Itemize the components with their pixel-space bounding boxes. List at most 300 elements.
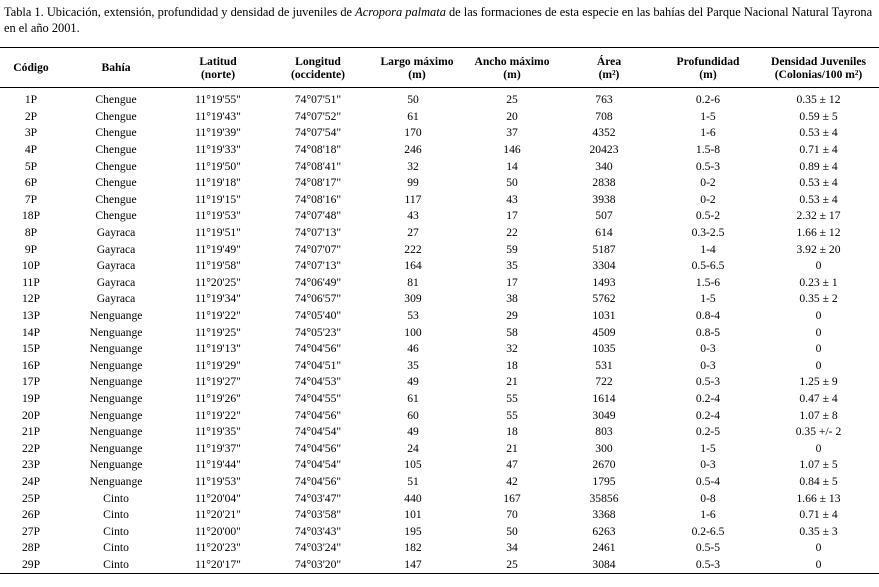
- cell-latitud: 11°19'34": [195, 292, 241, 306]
- cell-profundidad: 0-3: [700, 342, 716, 356]
- cell-bahia: Chengue: [95, 93, 137, 107]
- header-longitud: [266, 48, 370, 88]
- cell-ancho: 21: [506, 441, 518, 455]
- header-line-2: (m): [408, 67, 426, 81]
- table-row: [0, 109, 879, 126]
- caption-text-start: Tabla 1. Ubicación, extensión, profundidad y densidad de juveniles de: [4, 5, 356, 19]
- cell-profundidad: 0.5-3: [695, 557, 721, 571]
- table-row: [0, 258, 879, 275]
- cell-latitud: 11°19'13": [195, 342, 241, 356]
- cell-profundidad: 0-8: [700, 491, 716, 505]
- cell-codigo: 20P: [21, 408, 41, 422]
- cell-largo: 164: [404, 259, 422, 273]
- table-row: [0, 225, 879, 242]
- cell-largo: 60: [407, 408, 419, 422]
- cell-profundidad: 1.5-6: [695, 275, 721, 289]
- cell-bahia: Chengue: [95, 159, 137, 173]
- cell-latitud: 11°20'21": [195, 508, 241, 522]
- table-row: [0, 291, 879, 308]
- cell-longitud: 74°04'56": [294, 408, 342, 422]
- cell-longitud: 74°03'20": [294, 557, 342, 571]
- cell-ancho: 59: [506, 242, 518, 256]
- cell-densidad: 0: [815, 325, 822, 339]
- table-row: [0, 490, 879, 507]
- cell-area: 2461: [592, 541, 616, 555]
- table-row: [0, 241, 879, 258]
- cell-bahia: Nenguange: [89, 391, 143, 405]
- header-line-2: (m): [503, 67, 521, 81]
- cell-bahia: Nenguange: [89, 309, 143, 323]
- table-row: [0, 341, 879, 358]
- cell-profundidad: 0-3: [700, 458, 716, 472]
- cell-bahia: Nenguange: [89, 375, 143, 389]
- cell-densidad: 0: [815, 541, 822, 555]
- cell-densidad: 0: [815, 342, 822, 356]
- cell-codigo: 3P: [24, 126, 38, 140]
- cell-largo: 101: [404, 508, 422, 522]
- table-row: [0, 158, 879, 175]
- cell-ancho: 32: [506, 342, 518, 356]
- cell-profundidad: 1-5: [700, 109, 716, 123]
- cell-ancho: 70: [506, 508, 518, 522]
- cell-largo: 49: [407, 425, 419, 439]
- cell-bahia: Nenguange: [89, 358, 143, 372]
- cell-latitud: 11°19'53": [195, 474, 241, 488]
- table-row: [0, 557, 879, 574]
- cell-longitud: 74°03'58": [294, 508, 342, 522]
- cell-densidad: 0.59 ± 5: [799, 109, 838, 123]
- cell-latitud: 11°19'22": [195, 309, 241, 323]
- cell-area: 1035: [592, 342, 616, 356]
- cell-codigo: 13P: [21, 309, 41, 323]
- header-line-1: Largo máximo: [380, 54, 454, 68]
- cell-area: 763: [595, 93, 613, 107]
- header-line-2: (m²): [598, 67, 620, 81]
- cell-latitud: 11°19'55": [195, 93, 241, 107]
- cell-area: 803: [595, 425, 613, 439]
- cell-area: 1795: [592, 474, 616, 488]
- cell-largo: 50: [407, 93, 419, 107]
- cell-area: 20423: [589, 143, 619, 157]
- cell-area: 5187: [592, 242, 616, 256]
- cell-profundidad: 1-6: [700, 508, 716, 522]
- cell-latitud: 11°19'43": [195, 109, 241, 123]
- cell-largo: 99: [407, 176, 419, 190]
- cell-latitud: 11°19'53": [195, 209, 241, 223]
- cell-codigo: 10P: [21, 259, 41, 273]
- header-line-2: (m): [699, 67, 717, 81]
- cell-largo: 147: [404, 557, 422, 571]
- cell-profundidad: 1-6: [700, 126, 716, 140]
- cell-longitud: 74°08'16": [294, 192, 342, 206]
- cell-area: 3938: [592, 192, 616, 206]
- cell-ancho: 17: [506, 275, 518, 289]
- header-line-1: Ancho máximo: [474, 54, 550, 68]
- cell-ancho: 167: [503, 491, 521, 505]
- cell-largo: 117: [404, 192, 422, 206]
- cell-codigo: 15P: [21, 342, 41, 356]
- cell-codigo: 5P: [24, 159, 38, 173]
- cell-densidad: 0: [815, 557, 822, 571]
- cell-bahia: Chengue: [95, 192, 137, 206]
- cell-ancho: 55: [506, 391, 518, 405]
- cell-longitud: 74°03'43": [294, 524, 342, 538]
- cell-codigo: 7P: [24, 192, 38, 206]
- cell-codigo: 27P: [21, 524, 41, 538]
- cell-largo: 53: [407, 309, 419, 323]
- header-largo-maximo: [370, 48, 464, 88]
- cell-area: 2838: [592, 176, 616, 190]
- cell-ancho: 50: [506, 524, 518, 538]
- cell-area: 3368: [592, 508, 616, 522]
- cell-profundidad: 0-2: [700, 176, 716, 190]
- cell-profundidad: 0.2-6: [695, 93, 721, 107]
- cell-bahia: Cinto: [103, 524, 129, 538]
- cell-longitud: 74°04'54": [294, 458, 342, 472]
- cell-ancho: 17: [506, 209, 518, 223]
- cell-codigo: 19P: [21, 391, 41, 405]
- cell-codigo: 22P: [21, 441, 41, 455]
- table-row: [0, 88, 879, 109]
- cell-largo: 246: [404, 143, 422, 157]
- header-line-2: (Colonias/100 m²): [774, 67, 863, 81]
- cell-largo: 32: [407, 159, 419, 173]
- cell-longitud: 74°08'18": [294, 143, 342, 157]
- table-row: [0, 175, 879, 192]
- cell-area: 5762: [592, 292, 616, 306]
- cell-largo: 195: [404, 524, 422, 538]
- header-area: [560, 48, 658, 88]
- table-row: [0, 457, 879, 474]
- cell-densidad: 0.35 ± 12: [796, 93, 841, 107]
- cell-profundidad: 0-2: [700, 192, 716, 206]
- table-row: [0, 308, 879, 325]
- cell-profundidad: 0.5-6.5: [691, 259, 725, 273]
- table-row: [0, 440, 879, 457]
- cell-profundidad: 0-3: [700, 358, 716, 372]
- cell-ancho: 43: [506, 192, 518, 206]
- cell-densidad: 0.53 ± 4: [799, 192, 838, 206]
- cell-densidad: 0.53 ± 4: [799, 176, 838, 190]
- cell-codigo: 14P: [21, 325, 41, 339]
- cell-densidad: 0: [815, 309, 822, 323]
- cell-ancho: 47: [506, 458, 518, 472]
- cell-profundidad: 1.5-8: [695, 143, 721, 157]
- cell-latitud: 11°19'39": [195, 126, 241, 140]
- cell-ancho: 50: [506, 176, 518, 190]
- cell-codigo: 29P: [21, 557, 41, 571]
- cell-codigo: 18P: [21, 209, 41, 223]
- cell-densidad: 0: [815, 441, 822, 455]
- cell-area: 1493: [592, 275, 616, 289]
- cell-bahia: Nenguange: [89, 325, 143, 339]
- cell-densidad: 0: [815, 358, 822, 372]
- cell-area: 340: [595, 159, 613, 173]
- cell-codigo: 17P: [21, 375, 41, 389]
- cell-bahia: Chengue: [95, 209, 137, 223]
- cell-densidad: 3.92 ± 20: [796, 242, 841, 256]
- table-row: [0, 358, 879, 375]
- data-table: [0, 47, 879, 574]
- table-row: [0, 474, 879, 491]
- table-row: [0, 275, 879, 292]
- cell-bahia: Chengue: [95, 126, 137, 140]
- header-line-2: (norte): [200, 67, 236, 81]
- cell-largo: 35: [407, 358, 419, 372]
- header-row: [0, 48, 879, 88]
- caption-text-end: de las formaciones de esta especie en las bahías del Parque Nacional Natural Tayrona en el año 2001.: [4, 5, 873, 35]
- cell-longitud: 74°07'13": [294, 226, 342, 240]
- cell-longitud: 74°04'53": [294, 375, 342, 389]
- cell-bahia: Gayraca: [96, 275, 136, 289]
- cell-ancho: 29: [506, 309, 518, 323]
- cell-longitud: 74°07'52": [294, 109, 342, 123]
- cell-longitud: 74°04'56": [294, 474, 342, 488]
- cell-densidad: 0.35 ± 3: [799, 524, 838, 538]
- cell-codigo: 25P: [21, 491, 41, 505]
- cell-profundidad: 1-5: [700, 441, 716, 455]
- cell-densidad: 1.25 ± 9: [799, 375, 838, 389]
- cell-profundidad: 1-4: [700, 242, 716, 256]
- cell-latitud: 11°19'26": [195, 391, 241, 405]
- header-codigo: [0, 48, 62, 88]
- cell-largo: 81: [407, 275, 419, 289]
- cell-largo: 105: [404, 458, 422, 472]
- cell-largo: 182: [404, 541, 422, 555]
- cell-longitud: 74°05'40": [294, 309, 342, 323]
- cell-ancho: 21: [506, 375, 518, 389]
- cell-bahia: Nenguange: [89, 441, 143, 455]
- cell-area: 3049: [592, 408, 616, 422]
- cell-longitud: 74°07'07": [294, 242, 342, 256]
- cell-largo: 440: [404, 491, 422, 505]
- cell-latitud: 11°20'00": [195, 524, 241, 538]
- cell-profundidad: 0.5-5: [695, 541, 721, 555]
- cell-ancho: 22: [506, 226, 518, 240]
- cell-densidad: 0.47 ± 4: [799, 391, 838, 405]
- cell-longitud: 74°06'49": [294, 275, 342, 289]
- cell-bahia: Chengue: [95, 143, 137, 157]
- cell-profundidad: 0.5-2: [695, 209, 721, 223]
- table-row: [0, 374, 879, 391]
- cell-profundidad: 0.8-5: [695, 325, 721, 339]
- cell-bahia: Chengue: [95, 176, 137, 190]
- table-body: [0, 88, 879, 574]
- cell-longitud: 74°03'24": [294, 541, 342, 555]
- cell-longitud: 74°04'56": [294, 342, 342, 356]
- table-caption: [4, 4, 876, 36]
- header-line-1: Densidad Juveniles: [770, 54, 867, 68]
- cell-latitud: 11°19'58": [195, 259, 241, 273]
- cell-densidad: 0.53 ± 4: [799, 126, 838, 140]
- cell-profundidad: 0.2-6.5: [691, 524, 725, 538]
- cell-ancho: 18: [506, 425, 518, 439]
- table-row: [0, 192, 879, 209]
- cell-densidad: 0.71 ± 4: [799, 508, 838, 522]
- table-row: [0, 391, 879, 408]
- cell-bahia: Nenguange: [89, 408, 143, 422]
- cell-densidad: 1.66 ± 12: [796, 226, 841, 240]
- cell-largo: 27: [407, 226, 419, 240]
- cell-ancho: 55: [506, 408, 518, 422]
- cell-largo: 61: [407, 391, 419, 405]
- cell-area: 300: [595, 441, 613, 455]
- header-line-2: (occidente): [290, 67, 346, 81]
- cell-largo: 51: [407, 474, 419, 488]
- header-line-1: Latitud: [199, 54, 237, 68]
- cell-ancho: 42: [506, 474, 518, 488]
- cell-latitud: 11°19'33": [195, 143, 241, 157]
- cell-densidad: 1.07 ± 8: [799, 408, 838, 422]
- cell-codigo: 21P: [21, 425, 41, 439]
- table-row: [0, 407, 879, 424]
- cell-bahia: Gayraca: [96, 292, 136, 306]
- table-row: [0, 324, 879, 341]
- cell-longitud: 74°04'51": [294, 358, 342, 372]
- cell-longitud: 74°06'57": [294, 292, 342, 306]
- cell-ancho: 25: [506, 557, 518, 571]
- cell-ancho: 14: [506, 159, 518, 173]
- header-line-1: Código: [13, 61, 49, 74]
- cell-longitud: 74°04'55": [294, 391, 342, 405]
- cell-bahia: Gayraca: [96, 242, 136, 256]
- header-ancho-maximo: [464, 48, 560, 88]
- cell-longitud: 74°04'56": [294, 441, 342, 455]
- cell-area: 722: [595, 375, 613, 389]
- cell-bahia: Nenguange: [89, 474, 143, 488]
- cell-latitud: 11°19'44": [195, 458, 241, 472]
- cell-latitud: 11°19'49": [195, 242, 241, 256]
- cell-bahia: Cinto: [103, 541, 129, 555]
- cell-profundidad: 0.8-4: [695, 309, 721, 323]
- cell-bahia: Cinto: [103, 508, 129, 522]
- cell-densidad: 0.84 ± 5: [799, 474, 838, 488]
- table-row: [0, 208, 879, 225]
- cell-codigo: 4P: [24, 143, 38, 157]
- cell-longitud: 74°05'23": [294, 325, 342, 339]
- table-row: [0, 142, 879, 159]
- cell-codigo: 6P: [24, 176, 38, 190]
- cell-bahia: Cinto: [103, 491, 129, 505]
- cell-ancho: 146: [503, 143, 521, 157]
- cell-area: 6263: [592, 524, 616, 538]
- cell-largo: 100: [404, 325, 422, 339]
- cell-codigo: 24P: [21, 474, 41, 488]
- table-row: [0, 523, 879, 540]
- cell-area: 3084: [592, 557, 616, 571]
- cell-ancho: 20: [506, 109, 518, 123]
- cell-largo: 222: [404, 242, 422, 256]
- table-header: [0, 48, 879, 88]
- cell-profundidad: 0.2-5: [695, 425, 721, 439]
- cell-ancho: 35: [506, 259, 518, 273]
- caption-species-name: Acropora palmata: [355, 5, 446, 19]
- cell-bahia: Nenguange: [89, 458, 143, 472]
- cell-densidad: 2.32 ± 17: [796, 209, 841, 223]
- header-bahia: [62, 48, 170, 88]
- header-latitud: [170, 48, 266, 88]
- cell-area: 507: [595, 209, 613, 223]
- cell-largo: 46: [407, 342, 419, 356]
- cell-profundidad: 1-5: [700, 292, 716, 306]
- cell-bahia: Gayraca: [96, 226, 136, 240]
- cell-latitud: 11°19'22": [195, 408, 241, 422]
- cell-largo: 49: [407, 375, 419, 389]
- cell-latitud: 11°19'27": [195, 375, 241, 389]
- cell-area: 614: [595, 226, 613, 240]
- cell-ancho: 58: [506, 325, 518, 339]
- cell-latitud: 11°19'15": [195, 192, 241, 206]
- cell-largo: 309: [404, 292, 422, 306]
- cell-densidad: 0.89 ± 4: [799, 159, 838, 173]
- cell-codigo: 16P: [21, 358, 41, 372]
- cell-largo: 170: [404, 126, 422, 140]
- cell-area: 4509: [592, 325, 616, 339]
- cell-densidad: 1.07 ± 5: [799, 458, 838, 472]
- cell-ancho: 18: [506, 358, 518, 372]
- cell-area: 1614: [592, 391, 616, 405]
- cell-longitud: 74°04'54": [294, 425, 342, 439]
- cell-longitud: 74°07'13": [294, 259, 342, 273]
- cell-ancho: 38: [506, 292, 518, 306]
- cell-codigo: 12P: [21, 292, 41, 306]
- table-row: [0, 507, 879, 524]
- cell-codigo: 26P: [21, 508, 41, 522]
- cell-bahia: Gayraca: [96, 259, 136, 273]
- cell-codigo: 11P: [22, 275, 40, 289]
- cell-largo: 43: [407, 209, 419, 223]
- cell-ancho: 25: [506, 93, 518, 107]
- cell-profundidad: 0.5-3: [695, 159, 721, 173]
- cell-bahia: Nenguange: [89, 425, 143, 439]
- cell-longitud: 74°03'47": [294, 491, 342, 505]
- cell-latitud: 11°20'04": [195, 491, 241, 505]
- cell-largo: 24: [407, 441, 419, 455]
- header-line-1: Longitud: [295, 54, 341, 68]
- cell-longitud: 74°07'51": [294, 93, 342, 107]
- cell-latitud: 11°19'35": [195, 425, 241, 439]
- cell-latitud: 11°19'25": [195, 325, 241, 339]
- cell-latitud: 11°20'25": [195, 275, 241, 289]
- cell-codigo: 8P: [24, 226, 38, 240]
- cell-profundidad: 0.5-4: [695, 474, 721, 488]
- cell-longitud: 74°07'54": [294, 126, 342, 140]
- cell-latitud: 11°19'18": [195, 176, 241, 190]
- cell-area: 531: [595, 358, 613, 372]
- table-row: [0, 424, 879, 441]
- cell-latitud: 11°19'51": [195, 226, 241, 240]
- cell-profundidad: 0.5-3: [695, 375, 721, 389]
- cell-ancho: 34: [506, 541, 518, 555]
- cell-bahia: Chengue: [95, 109, 137, 123]
- cell-latitud: 11°19'29": [195, 358, 241, 372]
- table-row: [0, 540, 879, 557]
- cell-area: 1031: [592, 309, 616, 323]
- cell-ancho: 37: [506, 126, 518, 140]
- cell-densidad: 0.35 +/- 2: [795, 425, 842, 439]
- cell-area: 4352: [592, 126, 616, 140]
- cell-profundidad: 0.2-4: [695, 408, 721, 422]
- cell-codigo: 1P: [24, 93, 38, 107]
- table-row: [0, 125, 879, 142]
- cell-longitud: 74°08'41": [294, 159, 342, 173]
- cell-profundidad: 0.2-4: [695, 391, 721, 405]
- cell-area: 2670: [592, 458, 616, 472]
- cell-area: 3304: [592, 259, 616, 273]
- header-line-1: Profundidad: [676, 54, 740, 68]
- cell-latitud: 11°19'37": [195, 441, 241, 455]
- cell-latitud: 11°20'17": [195, 557, 241, 571]
